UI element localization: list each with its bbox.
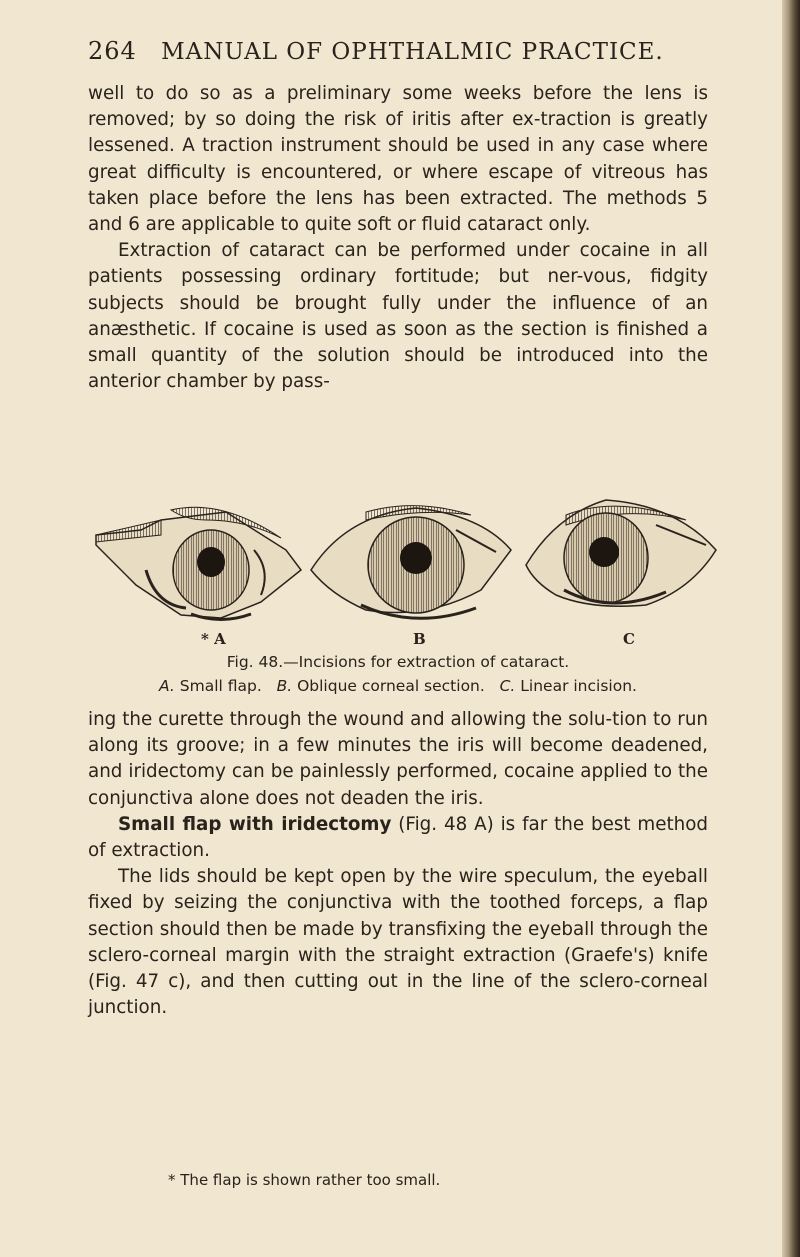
figure-48-illustration xyxy=(86,490,726,650)
legend-a-text: Small flap. xyxy=(179,677,262,695)
small-flap-heading: Small flap with iridectomy xyxy=(118,813,392,835)
paragraph-continuation: well to do so as a preliminary some weeks before the lens is removed; by so doing the risk of iritis after ex-traction is greatly lessened. A traction instrument should be used in any case where great difficulty is encountered, or where escape of vitreous has taken place before the lens has been extracted. The methods 5 and 6 are applicable to quite soft or fluid cataract only. xyxy=(88,83,708,236)
eye-c-drawing xyxy=(526,500,716,606)
page-number: 264 xyxy=(88,37,137,65)
legend-b-letter: B. xyxy=(276,677,293,695)
legend-a-letter: A. xyxy=(159,677,175,695)
legend-c-letter: C. xyxy=(499,677,516,695)
paragraph-lids: The lids should be kept open by the wire speculum, the eyeball fixed by seizing the conjunctiva with the toothed forceps, a flap section should then be made by transfixing the eyeball through the sclero-corneal margin with the straight extraction (Graefe's) knife (Fig. 47 c), and then cutting out in the line of the sclero-corneal junction. xyxy=(88,866,708,1019)
legend-c-text: Linear incision. xyxy=(520,677,637,695)
legend-b-text: Oblique corneal section. xyxy=(297,677,485,695)
eye-b-drawing xyxy=(311,506,511,619)
eye-a-drawing xyxy=(96,507,301,619)
figure-label-c: C xyxy=(623,630,635,648)
running-title: MANUAL OF OPHTHALMIC PRACTICE. xyxy=(161,39,664,65)
paragraph-cocaine: Extraction of cataract can be performed under cocaine in all patients possessing ordinary fortitude; but ner-vous, fidgity subjects should be brought fully under the influence of an anæsthetic. If cocaine is used as soon as the section is finished a small quantity of the solution should be introduced into the anterior chamber by pass- xyxy=(88,240,708,393)
footnote: * The flap is shown rather too small. xyxy=(168,1171,441,1189)
figure-label-b: B xyxy=(413,630,426,648)
figure-caption: Fig. 48.—Incisions for extraction of cataract. xyxy=(226,653,570,671)
paragraph-small-flap xyxy=(88,812,708,864)
running-header xyxy=(88,34,708,68)
body-text-top xyxy=(88,81,708,395)
book-binding-edge xyxy=(782,0,800,1257)
body-text-bottom xyxy=(88,707,708,1021)
figure-label-a: * A xyxy=(201,630,226,648)
paragraph-curette: ing the curette through the wound and allowing the solu-tion to run along its groove; in a few minutes the iris will become deadened, and iridectomy can be painlessly performed, cocaine applied to the conjunctiva alone does not deaden the iris. xyxy=(88,709,708,809)
figure-legend xyxy=(88,676,708,696)
small-flap-text: (Fig. 48 A) is far the best method of extraction. xyxy=(88,813,708,862)
